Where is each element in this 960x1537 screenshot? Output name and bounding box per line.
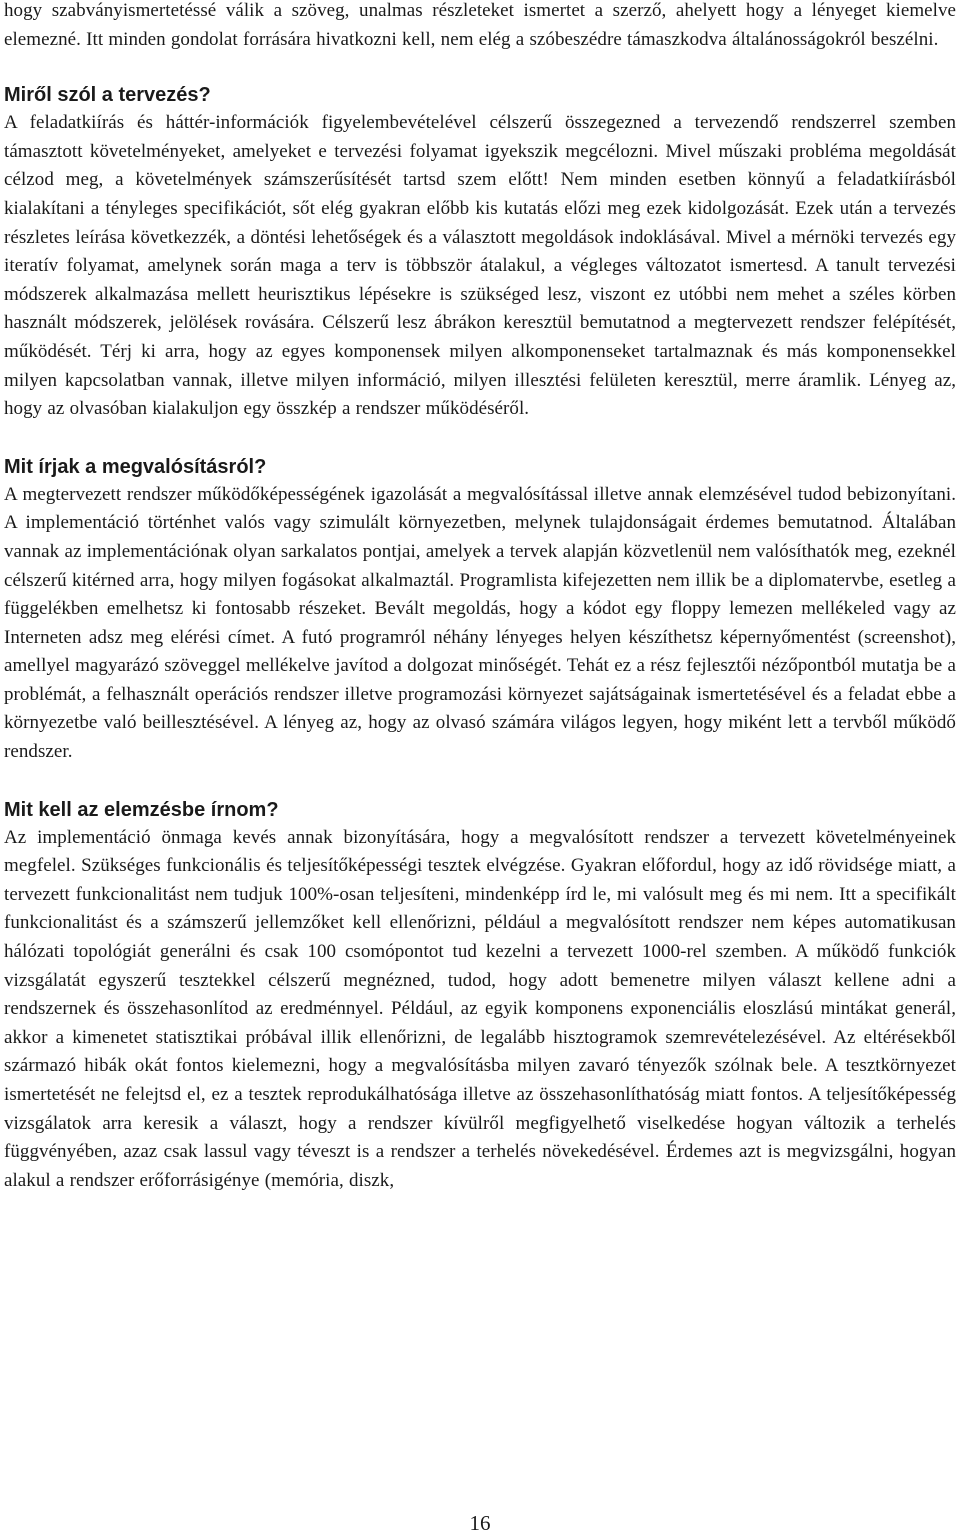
document-page	[4, 0, 956, 1195]
section-heading-design: Miről szól a tervezés?	[4, 84, 211, 107]
section-body-analysis: Az implementáció önmaga kevés annak bizonyítására, hogy a megvalósított rendszer a tervezett követelményeinek megfelel. Szükséges funkcionális és teljesítőképességi tesztek elvégzése. Gyakran előfordul, hogy az idő rövidsége miatt, a tervezett funkcionalitást nem tudjuk 100%-osan teljesíteni, mindenképp írd le, mi valósult meg és mi nem. Itt a specifikált funkcionalitást és a számszerű jellemzőket kell ellenőrizni, például a megvalósított rendszer nem képes automatikusan hálózati topológiát generálni és csak 100 csomópontot tud kezelni a tervezett 1000-rel szemben. A működő funkciók vizsgálatát egyszerű tesztekkel célszerű megnézned, tudod, hogy adott bemenetre milyen választ kellene adni a rendszernek és összehasonlítod az eredménnyel. Például, az egyik komponens exponenciális eloszlású mintákat generál, akkor a kimenetet statisztikai próbával illik ellenőrizni, de legalább hisztogramok szemrevételezésével. Az eltérésekből származó hibák okát fontos kielemezni, hogy a megvalósításba milyen zavaró tényezők szólnak bele. A tesztkörnyezet ismertetését ne felejtsd el, ez a tesztek reprodukálhatósága illetve az összehasonlíthatóság miatt fontos. A teljesítőképesség vizsgálatok arra keresik a választ, hogy a rendszer kívülről megfigyelhető viselkedése hogyan változik a terhelés függvényében, azaz csak lassul vagy téveszt is a rendszer a terhelés növekedésével. Érdemes azt is megvizsgálni, hogyan alakul a rendszer erőforrásigénye (memória, diszk,	[4, 826, 956, 1191]
section-body-design: A feladatkiírás és háttér-információk figyelembevételével célszerű összegezned a tervezendő rendszerrel szemben támasztott követelményeket, amelyeket e tervezési folyamat igyekszik megcélozni. Mivel műszaki probléma megoldását célzod meg, a követelmények számszerűsítését tartsd szem előtt! Nem minden esetben könnyű a feladatkiírásból kialakítani a tényleges specifikációt, sőt elég gyakran előbb kis kutatás előzi meg ezek kidolgozását. Ezek után a tervezés részletes leírása következzék, a döntési lehetőségek és a választott megoldások indoklásával. Mivel a mérnöki tervezés egy iteratív folyamat, amelynek során maga a terv is többször átalakul, a végleges változatot ismertesd. A tanult tervezési módszerek alkalmazása mellett heurisztikus lépésekre is szükséged lesz, viszont ez utóbbi nem mehet a széles körben használt módszerek, jelölések rovására. Célszerű lesz ábrákon keresztül bemutatnod a megtervezett rendszer felépítését, működését. Térj ki arra, hogy az egyes komponensek milyen alkomponenseket tartalmaznak és más komponensekkel milyen kapcsolatban vannak, illetve milyen információ, milyen illesztési felületen keresztül, merre áramlik. Lényeg az, hogy az olvasóban kialakuljon egy összkép a rendszer működéséről.	[4, 112, 956, 420]
section-heading-implementation: Mit írjak a megvalósításról?	[4, 455, 267, 478]
page-number: 16	[469, 1511, 491, 1535]
section-heading-analysis: Mit kell az elemzésbe írnom?	[4, 798, 279, 821]
intro-paragraph: hogy szabványismertetéssé válik a szöveg, unalmas részleteket ismertet a szerző, ahelyett hogy a lényeget kiemelve elemezné. Itt minden gondolat forrására hivatkozni kell, nem elég a szóbeszédre támaszkodva általánosságokról beszélni.	[4, 0, 956, 50]
section-body-implementation: A megtervezett rendszer működőképességének igazolását a megvalósítással illetve annak elemzésével tudod bebizonyítani. A implementáció történhet valós vagy szimulált környezetben, melynek tulajdonságait érdemes bemutatnod. Általában vannak az implementációnak olyan sarkalatos pontjai, amelyek a tervek alapján közvetlenül nem valósíthatók meg, ezeknél célszerű kitérned arra, hogy milyen fogásokat alkalmaztál. Programlista kifejezetten nem illik be a diplomatervbe, esetleg a függelékben emelhetsz ki fontosabb részeket. Bevált megoldás, hogy a kódot egy floppy lemezen mellékeled vagy az Interneten adsz meg elérési címet. A futó programról néhány lényeges helyen készíthetsz képernyőmentést (screenshot), amellyel magyarázó szöveggel mellékelve javítod a dolgozat minőségét. Tehát ez a rész fejlesztői nézőpontból mutatja be a problémát, a felhasznált operációs rendszer illetve programozási környezet sajátságainak ismertetésével és a feladat ebbe a környezetbe való beillesztésével. A lényeg az, hogy az olvasó számára világos legyen, hogy miként lett a tervből működő rendszer.	[4, 483, 956, 763]
